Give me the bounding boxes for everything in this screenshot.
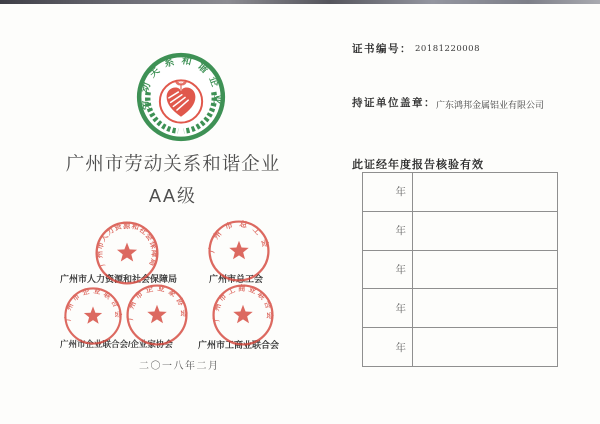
star-icon: [117, 242, 137, 261]
seal-ring-text: 广州市企业联合会: [65, 287, 121, 322]
annual-verification-note: 此证经年度报告核验有效: [352, 159, 484, 171]
annual-verification-table: [362, 172, 558, 367]
issuer-label-enterprise-federation: 广州市企业联合会/企业家协会: [60, 339, 173, 349]
official-seal-enterprise-federation: [63, 286, 123, 346]
scan-edge-strip: [0, 0, 600, 4]
issuer-label-trade-union: 广州市总工会: [209, 274, 264, 284]
verification-blank-cell: [413, 328, 557, 366]
table-row: [363, 288, 557, 327]
issuer-label-hr-bureau: 广州市人力资源和社会保障局: [60, 274, 178, 284]
holder-stamp-label: 持证单位盖章：: [352, 97, 436, 109]
star-icon: [229, 241, 248, 259]
star-icon: [84, 306, 102, 323]
seal-ring-text: 广州市企业家协会: [125, 283, 189, 321]
harmonious-labor-emblem: [136, 52, 226, 142]
verification-blank-cell: [413, 289, 557, 327]
certificate-grade: AA级: [148, 186, 197, 206]
table-row: [363, 173, 557, 211]
year-cell: 年: [363, 251, 413, 289]
cert-number-value: 20181220008: [415, 44, 480, 54]
issuer-label-industry-commerce: 广州市工商业联合会: [198, 340, 280, 350]
seal-ring-text: 广州市人力资源和社会保障局: [94, 220, 160, 269]
table-row: [363, 211, 557, 250]
holder-company-name: 广东鸿邦金属铝业有限公司: [436, 101, 545, 111]
verification-blank-cell: [413, 212, 557, 250]
issue-date: 二〇一八年二月: [139, 361, 220, 372]
verification-blank-cell: [413, 173, 557, 211]
official-seal-entrepreneurs-association: [125, 283, 189, 347]
year-cell: 年: [363, 212, 413, 250]
year-cell: 年: [363, 173, 413, 211]
official-seal-hr-bureau: [94, 220, 160, 286]
official-seal-trade-union: [207, 219, 271, 283]
seal-ring-text: 广州市总工会: [207, 219, 271, 254]
verification-blank-cell: [413, 251, 557, 289]
star-icon: [233, 305, 252, 323]
star-icon: [147, 305, 166, 323]
year-cell: 年: [363, 289, 413, 327]
official-seal-industry-commerce: [211, 283, 275, 347]
year-cell: 年: [363, 328, 413, 366]
cert-number-label: 证书编号：: [352, 43, 412, 55]
table-row: [363, 327, 557, 366]
emblem-arc-text: 劳动关系和谐企业: [138, 55, 224, 111]
table-row: [363, 250, 557, 289]
certificate-title: 广州市劳动关系和谐企业: [65, 153, 281, 174]
seal-ring-text: 广州市工商业联合会: [211, 283, 275, 322]
